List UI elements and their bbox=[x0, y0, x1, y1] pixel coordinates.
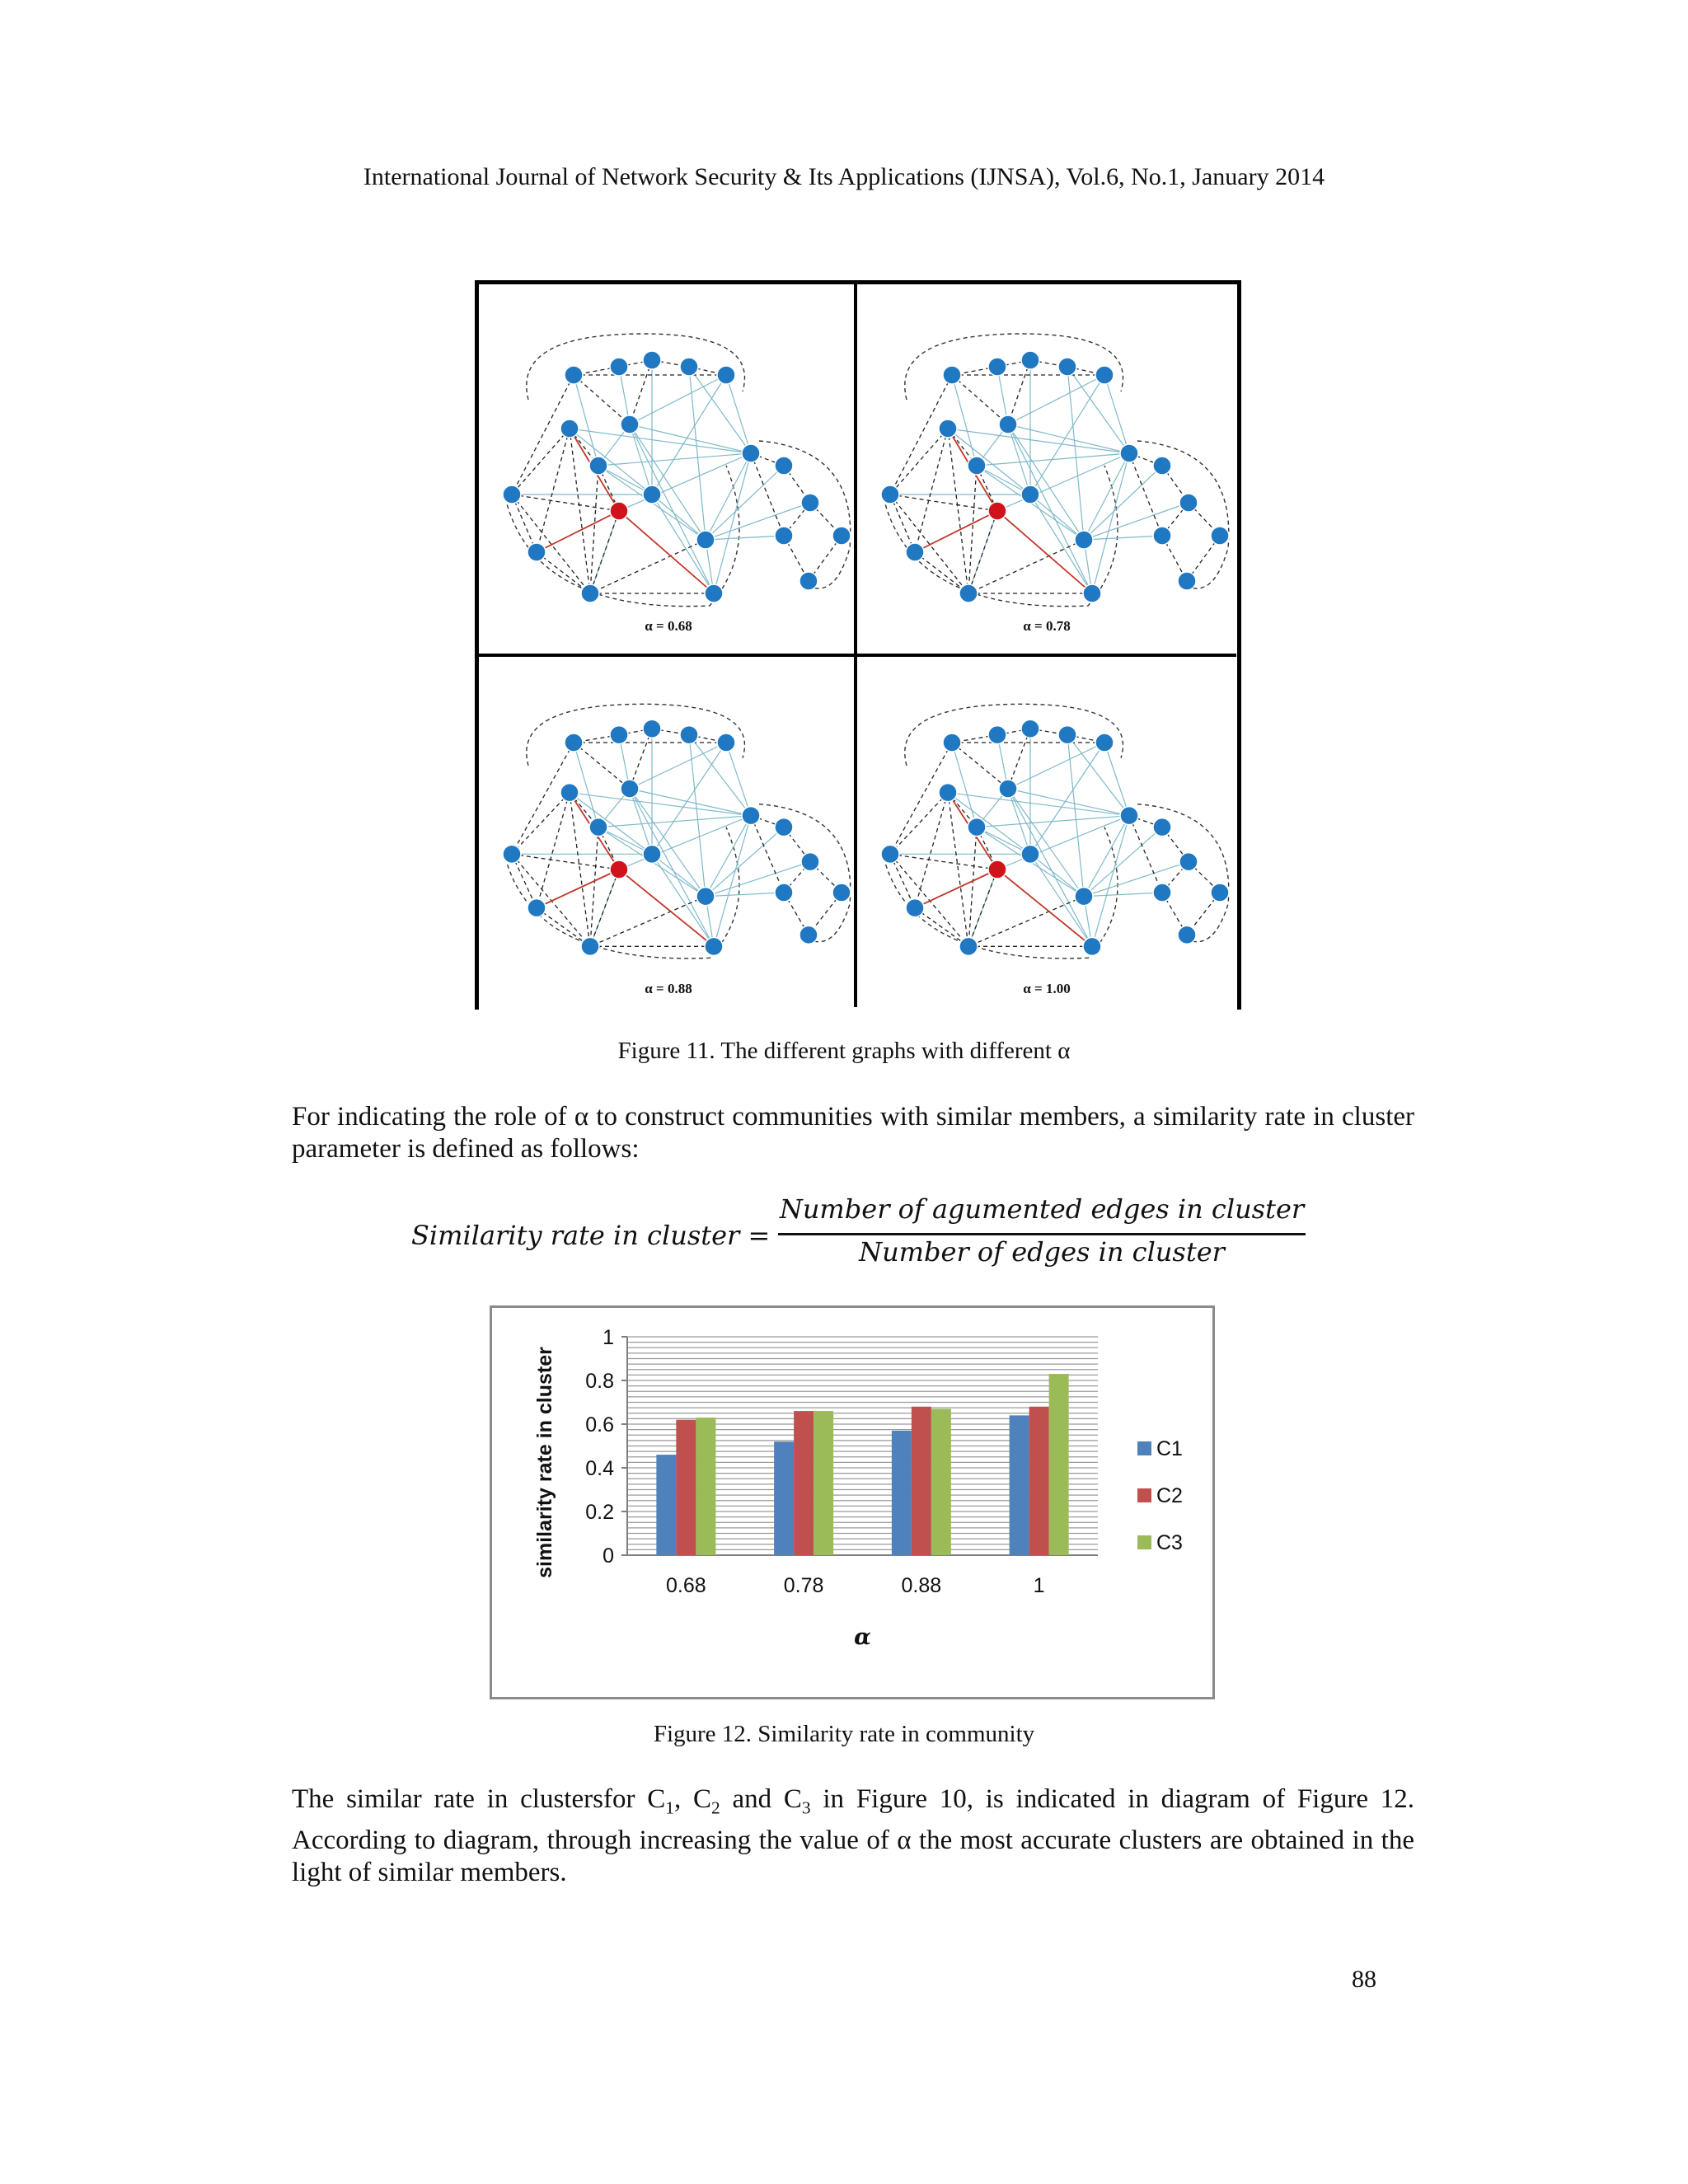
graph-node bbox=[832, 527, 851, 545]
graph-edge bbox=[1084, 453, 1129, 540]
graph-edge bbox=[706, 816, 751, 897]
graph-edge bbox=[1030, 743, 1104, 854]
y-axis-label: similarity rate in cluster bbox=[533, 1347, 556, 1578]
graph-edge-highlight bbox=[619, 869, 714, 946]
network-graph-100 bbox=[857, 657, 1236, 1003]
graph-node bbox=[943, 733, 961, 752]
graph-edge-dashed bbox=[537, 552, 590, 593]
graph-edge bbox=[1067, 367, 1084, 540]
legend-label: C2 bbox=[1156, 1484, 1183, 1507]
graph-edge-dashed bbox=[890, 854, 997, 869]
graph-edge bbox=[1008, 424, 1092, 593]
graph-node bbox=[680, 358, 698, 376]
graph-node bbox=[988, 358, 1006, 376]
graph-node bbox=[705, 584, 723, 602]
subscript: 1 bbox=[665, 1797, 674, 1818]
panel-label: α = 1.00 bbox=[1023, 981, 1071, 996]
graph-node bbox=[1153, 883, 1171, 902]
legend-swatch bbox=[1137, 1441, 1151, 1455]
equation-numerator: Number of agumented edges in cluster bbox=[779, 1193, 1305, 1225]
graph-node bbox=[1021, 485, 1039, 504]
graph-node bbox=[943, 366, 961, 384]
y-tick-label: 0.4 bbox=[585, 1457, 614, 1480]
graph-node bbox=[643, 845, 661, 863]
network-graph-068 bbox=[479, 284, 858, 655]
graph-node bbox=[621, 780, 639, 798]
graph-node bbox=[680, 726, 698, 744]
bar-c1 bbox=[892, 1431, 912, 1555]
graph-edge bbox=[706, 536, 784, 540]
graph-edge bbox=[952, 375, 977, 466]
paragraph-2 bbox=[292, 1783, 1414, 1889]
community-outline bbox=[1137, 441, 1229, 588]
graph-edge bbox=[706, 862, 810, 897]
graph-edge bbox=[706, 453, 751, 540]
graph-node bbox=[705, 937, 723, 955]
graph-edge-highlight bbox=[997, 869, 1092, 946]
graph-node bbox=[1075, 531, 1093, 549]
similarity-equation bbox=[292, 1193, 1414, 1284]
equation-lhs: Similarity rate in cluster = bbox=[411, 1220, 771, 1251]
graph-edge-dashed bbox=[890, 494, 997, 511]
graph-edge bbox=[1084, 503, 1189, 540]
graph-edge-dashed bbox=[512, 494, 590, 593]
community-outline bbox=[905, 334, 1123, 400]
community-outline bbox=[759, 804, 851, 942]
bar-chart bbox=[492, 1308, 1212, 1697]
graph-edge bbox=[726, 743, 751, 816]
graph-node bbox=[999, 780, 1017, 798]
graph-panel-100 bbox=[857, 657, 1236, 1028]
y-tick-label: 0.6 bbox=[585, 1413, 614, 1436]
bar-c3 bbox=[814, 1411, 833, 1555]
graph-node bbox=[610, 502, 628, 520]
graph-edge bbox=[570, 793, 751, 816]
graph-node bbox=[799, 572, 818, 590]
graph-node bbox=[799, 926, 818, 944]
graph-edge bbox=[1104, 375, 1129, 453]
graph-edge-dashed bbox=[590, 897, 706, 947]
graph-edge-dashed bbox=[890, 429, 948, 494]
graph-node bbox=[643, 485, 661, 504]
network-graph-088 bbox=[479, 657, 858, 1003]
graph-node bbox=[906, 899, 924, 917]
graph-node bbox=[1178, 572, 1196, 590]
graph-panel-088 bbox=[479, 657, 858, 1028]
x-tick-label: 0.78 bbox=[783, 1574, 824, 1597]
graph-node bbox=[742, 807, 760, 825]
graph-node bbox=[1120, 444, 1138, 462]
graph-node bbox=[1021, 719, 1039, 738]
graph-edge bbox=[689, 735, 706, 897]
graph-edge bbox=[1030, 854, 1084, 896]
graph-edge bbox=[630, 789, 714, 946]
graph-edge-dashed bbox=[968, 540, 1084, 593]
graph-edge bbox=[1067, 735, 1084, 897]
graph-edge bbox=[1030, 494, 1084, 540]
graph-edge-dashed bbox=[512, 429, 570, 494]
graph-node bbox=[581, 584, 599, 602]
graph-edge bbox=[630, 743, 726, 789]
graph-node bbox=[775, 457, 793, 475]
bar-c2 bbox=[676, 1420, 696, 1555]
graph-edge bbox=[1092, 816, 1129, 947]
graph-node bbox=[939, 419, 957, 438]
figure-12-caption: Figure 12. Similarity rate in community bbox=[653, 1721, 1035, 1747]
subscript: 3 bbox=[801, 1797, 811, 1818]
graph-node bbox=[696, 531, 715, 549]
graph-node bbox=[1058, 726, 1076, 744]
graph-node bbox=[832, 883, 851, 902]
y-tick-label: 0.2 bbox=[585, 1501, 614, 1524]
graph-node bbox=[565, 733, 583, 752]
graph-edge bbox=[570, 429, 751, 453]
graph-edge-dashed bbox=[570, 429, 590, 593]
paragraph-2-text: , C bbox=[673, 1784, 711, 1814]
graph-edge-dashed bbox=[574, 743, 630, 789]
bar-c3 bbox=[696, 1418, 715, 1555]
graph-node bbox=[610, 860, 628, 879]
graph-edge-dashed bbox=[574, 375, 630, 424]
graph-edge bbox=[1030, 375, 1104, 494]
graph-edge bbox=[652, 375, 726, 494]
graph-node bbox=[1095, 733, 1114, 752]
bar-c1 bbox=[774, 1441, 794, 1555]
equation-denominator: Number of edges in cluster bbox=[859, 1236, 1225, 1268]
graph-edge bbox=[1104, 743, 1129, 816]
graph-edge bbox=[652, 743, 726, 854]
bar-c1 bbox=[656, 1455, 676, 1555]
panel-label: α = 0.78 bbox=[1023, 618, 1071, 634]
panel-label: α = 0.68 bbox=[645, 618, 692, 634]
graph-node bbox=[939, 784, 957, 802]
graph-edge bbox=[574, 743, 598, 827]
graph-panel-078 bbox=[857, 284, 1236, 655]
graph-node bbox=[1153, 527, 1171, 545]
panel-label: α = 0.88 bbox=[645, 981, 692, 996]
graph-node bbox=[801, 853, 819, 871]
graph-edge bbox=[689, 367, 706, 540]
graph-edge bbox=[1084, 816, 1129, 897]
graph-node bbox=[643, 351, 661, 369]
graph-node bbox=[742, 444, 760, 462]
graph-node bbox=[775, 527, 793, 545]
graph-node bbox=[565, 366, 583, 384]
graph-node bbox=[968, 457, 986, 475]
legend-label: C3 bbox=[1156, 1531, 1183, 1554]
graph-node bbox=[643, 719, 661, 738]
graph-node bbox=[968, 818, 986, 837]
graph-node bbox=[801, 494, 819, 512]
graph-edge bbox=[574, 375, 598, 466]
graph-node bbox=[503, 845, 521, 863]
graph-edge-dashed bbox=[948, 793, 968, 947]
x-tick-label: 0.88 bbox=[901, 1574, 942, 1597]
page-number: 88 bbox=[1352, 1966, 1376, 1993]
graph-edge bbox=[948, 793, 1129, 816]
graph-edge-dashed bbox=[537, 908, 590, 947]
graph-node bbox=[881, 485, 899, 504]
graph-edge bbox=[714, 453, 751, 593]
graph-edge bbox=[706, 503, 810, 540]
graph-node bbox=[717, 366, 735, 384]
graph-edge-dashed bbox=[952, 375, 1008, 424]
graph-edge-dashed bbox=[948, 429, 968, 593]
graph-edge bbox=[1008, 789, 1092, 946]
graph-edge-highlight bbox=[619, 511, 714, 593]
graph-edge-dashed bbox=[512, 854, 619, 869]
graph-node bbox=[1153, 818, 1171, 837]
graph-node bbox=[999, 415, 1017, 434]
bar-c2 bbox=[794, 1411, 814, 1555]
graph-edge-dashed bbox=[890, 494, 968, 593]
graph-node bbox=[1211, 527, 1229, 545]
graph-edge-dashed bbox=[570, 793, 590, 947]
graph-node bbox=[1179, 853, 1198, 871]
fraction-bar bbox=[778, 1233, 1306, 1235]
graph-node bbox=[589, 818, 607, 837]
graph-node bbox=[775, 883, 793, 902]
graph-edge-dashed bbox=[890, 854, 968, 946]
x-axis-label: α bbox=[854, 1624, 871, 1650]
graph-edge bbox=[652, 854, 706, 896]
graph-node bbox=[1153, 457, 1171, 475]
graph-node bbox=[696, 888, 715, 906]
graph-edge-dashed bbox=[968, 897, 1084, 947]
graph-panel-068 bbox=[479, 284, 858, 655]
x-tick-label: 1 bbox=[1033, 1574, 1045, 1597]
bar-c3 bbox=[931, 1408, 951, 1555]
community-outline bbox=[759, 441, 851, 588]
x-tick-label: 0.68 bbox=[666, 1574, 706, 1597]
graph-edge bbox=[630, 424, 714, 593]
graph-node bbox=[1075, 888, 1093, 906]
graph-edge-dashed bbox=[590, 540, 706, 593]
graph-node bbox=[1058, 358, 1076, 376]
graph-edge-dashed bbox=[512, 494, 619, 511]
y-tick-label: 0 bbox=[603, 1544, 614, 1568]
graph-edge bbox=[652, 494, 706, 540]
graph-node bbox=[610, 358, 628, 376]
graph-edge bbox=[726, 375, 751, 453]
graph-node bbox=[1178, 926, 1196, 944]
graph-node bbox=[1211, 883, 1229, 902]
graph-edge bbox=[1084, 536, 1162, 540]
paragraph-1: For indicating the role of α to construct communities with similar members, a similarity rate in cluster parameter is defined as follows: bbox=[292, 1102, 1414, 1164]
graph-node bbox=[621, 415, 639, 434]
graph-edge-dashed bbox=[915, 908, 968, 947]
y-tick-label: 1 bbox=[603, 1326, 614, 1349]
community-outline bbox=[527, 704, 745, 766]
graph-node bbox=[906, 543, 924, 561]
paragraph-2-text: and C bbox=[720, 1784, 802, 1814]
graph-node bbox=[959, 937, 978, 955]
graph-node bbox=[1083, 584, 1101, 602]
graph-node bbox=[775, 818, 793, 837]
graph-edge bbox=[952, 743, 977, 827]
graph-node bbox=[1021, 351, 1039, 369]
graph-edge bbox=[948, 429, 1129, 453]
graph-edge bbox=[1084, 862, 1189, 897]
graph-edge bbox=[714, 816, 751, 947]
graph-node bbox=[528, 543, 546, 561]
legend-swatch bbox=[1137, 1535, 1151, 1549]
graph-node bbox=[1179, 494, 1198, 512]
graph-node bbox=[988, 726, 1006, 744]
graph-node bbox=[1120, 807, 1138, 825]
community-outline bbox=[1137, 804, 1229, 942]
bar-c1 bbox=[1010, 1415, 1029, 1555]
graph-edge-highlight bbox=[997, 511, 1092, 593]
graph-edge-dashed bbox=[952, 743, 1008, 789]
figure-11 bbox=[475, 280, 1236, 1007]
legend-swatch bbox=[1137, 1488, 1151, 1502]
bar-c2 bbox=[912, 1407, 931, 1555]
paragraph-2-text: in Figure 10, is indicated in diagram of Figure 12. According to diagram, through increasing the value of α the most accurate clusters are obtained in the light of similar members. bbox=[292, 1784, 1415, 1887]
graph-node bbox=[589, 457, 607, 475]
graph-node bbox=[988, 502, 1006, 520]
graph-edge bbox=[706, 893, 784, 897]
graph-node bbox=[528, 899, 546, 917]
bar-c2 bbox=[1029, 1407, 1049, 1555]
bar-c3 bbox=[1049, 1374, 1069, 1555]
community-outline bbox=[527, 334, 745, 400]
paragraph-2-text: The similar rate in clustersfor C bbox=[292, 1784, 666, 1814]
figure-11-caption: Figure 11. The different graphs with different α bbox=[617, 1038, 1071, 1064]
graph-node bbox=[1021, 845, 1039, 863]
graph-node bbox=[1083, 937, 1101, 955]
network-graph-078 bbox=[857, 284, 1236, 655]
graph-node bbox=[988, 860, 1006, 879]
graph-node bbox=[560, 419, 579, 438]
graph-node bbox=[881, 845, 899, 863]
graph-node bbox=[1095, 366, 1114, 384]
graph-edge-dashed bbox=[915, 552, 968, 593]
graph-node bbox=[503, 485, 521, 504]
graph-node bbox=[610, 726, 628, 744]
graph-node bbox=[560, 784, 579, 802]
legend-label: C1 bbox=[1156, 1437, 1183, 1460]
similarity-chart bbox=[490, 1305, 1215, 1699]
journal-header: International Journal of Network Security & Its Applications (IJNSA), Vol.6, No.1, January 2014 bbox=[363, 163, 1325, 190]
graph-edge bbox=[1092, 453, 1129, 593]
y-tick-label: 0.8 bbox=[585, 1370, 614, 1393]
graph-edge bbox=[1008, 743, 1104, 789]
graph-node bbox=[959, 584, 978, 602]
graph-node bbox=[581, 937, 599, 955]
community-outline bbox=[905, 704, 1123, 766]
graph-node bbox=[717, 733, 735, 752]
subscript: 2 bbox=[710, 1797, 720, 1818]
graph-edge bbox=[1084, 893, 1162, 897]
graph-edge-dashed bbox=[512, 854, 590, 946]
